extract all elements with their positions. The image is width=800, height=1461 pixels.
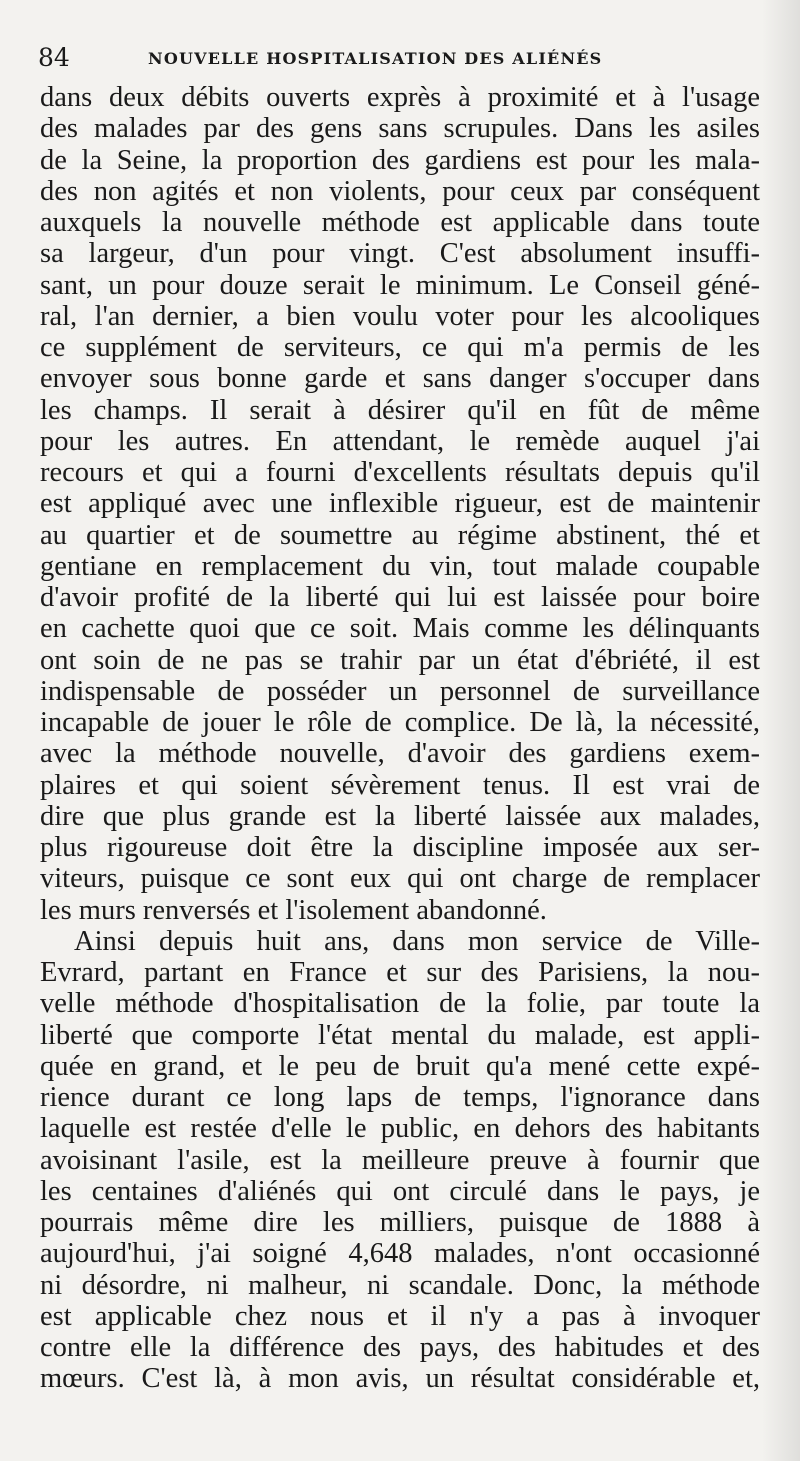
text-line: aujourd'hui, j'ai soigné 4,648 malades, n'ont occasionné <box>40 1238 760 1270</box>
text-line: avec la méthode nouvelle, d'avoir des gardiens exem- <box>40 738 760 770</box>
text-line: laquelle est restée d'elle le public, en dehors des habitants <box>40 1113 760 1145</box>
text-line: les champs. Il serait à désirer qu'il en fût de même <box>40 394 760 426</box>
text-line: ral, l'an dernier, a bien voulu voter pour les alcooliques <box>40 300 760 332</box>
text-line: viteurs, puisque ce sont eux qui ont charge de remplacer <box>40 863 760 895</box>
page-edge-shadow <box>762 0 800 1461</box>
text-line: auxquels la nouvelle méthode est applicable dans toute <box>40 207 760 238</box>
text-line: en cachette quoi que ce soit. Mais comme les délinquants <box>40 613 760 645</box>
page-number: 84 <box>38 43 70 72</box>
text-line: quée en grand, et le peu de bruit qu'a mené cette expé- <box>40 1050 760 1082</box>
text-line: Ainsi depuis huit ans, dans mon service de Ville- <box>74 925 760 957</box>
text-line: dans deux débits ouverts exprès à proximité et à l'usage <box>40 82 760 113</box>
text-line: recours et qui a fourni d'excellents résultats depuis qu'il <box>40 457 760 488</box>
text-line: pour les autres. En attendant, le remède auquel j'ai <box>40 425 760 457</box>
text-line: sant, un pour douze serait le minimum. Le Conseil géné- <box>40 269 760 301</box>
text-line: plus rigoureuse doit être la discipline imposée aux ser- <box>40 832 760 863</box>
text-line: les centaines d'aliénés qui ont circulé dans le pays, je <box>40 1175 760 1207</box>
text-line: ont soin de ne pas se trahir par un état d'ébriété, il est <box>40 644 760 676</box>
text-line: sa largeur, d'un pour vingt. C'est absolument insuffi- <box>40 238 760 270</box>
text-line: Evrard, partant en France et sur des Parisiens, la nou- <box>40 957 760 988</box>
text-line: velle méthode d'hospitalisation de la folie, par toute la <box>40 988 760 1020</box>
text-line: indispensable de posséder un personnel de surveillance <box>40 675 760 707</box>
text-line: au quartier et de soumettre au régime abstinent, thé et <box>40 519 760 551</box>
text-line: des malades par des gens sans scrupules. Dans les asiles <box>40 113 760 145</box>
text-line: de la Seine, la proportion des gardiens est pour les mala- <box>40 144 760 176</box>
text-line: dire que plus grande est la liberté laissée aux malades, <box>40 800 760 832</box>
text-line: avoisinant l'asile, est la meilleure preuve à fournir que <box>40 1144 760 1176</box>
text-line: pourrais même dire les milliers, puisque de 1888 à <box>40 1207 760 1238</box>
text-line: contre elle la différence des pays, des habitudes et des <box>40 1332 760 1363</box>
text-line: liberté que comporte l'état mental du malade, est appli- <box>40 1019 760 1051</box>
paragraph-2 <box>40 926 760 1395</box>
text-line: ce supplément de serviteurs, ce qui m'a permis de les <box>40 332 760 363</box>
paragraph-1 <box>40 82 760 926</box>
running-title: NOUVELLE HOSPITALISATION DES ALIÉNÉS <box>148 49 603 68</box>
text-line: est applicable chez nous et il n'y a pas à invoquer <box>40 1300 760 1332</box>
text-line: plaires et qui soient sévèrement tenus. Il est vrai de <box>40 769 760 801</box>
text-line: des non agités et non violents, pour ceux par conséquent <box>40 175 760 207</box>
text-line: incapable de jouer le rôle de complice. De là, la nécessité, <box>40 707 760 738</box>
body-text <box>40 82 760 1395</box>
text-line: est appliqué avec une inflexible rigueur, est de maintenir <box>40 488 760 520</box>
text-line: les murs renversés et l'isolement abandonné. <box>40 894 547 926</box>
text-line: rience durant ce long laps de temps, l'ignorance dans <box>40 1082 760 1113</box>
page-header <box>38 38 758 78</box>
text-line: d'avoir profité de la liberté qui lui est laissée pour boire <box>40 582 760 613</box>
text-line: envoyer sous bonne garde et sans danger s'occuper dans <box>40 363 760 395</box>
text-line: gentiane en remplacement du vin, tout malade coupable <box>40 550 760 582</box>
text-line: ni désordre, ni malheur, ni scandale. Donc, la méthode <box>40 1269 760 1301</box>
text-line: mœurs. C'est là, à mon avis, un résultat considérable et, <box>40 1363 760 1395</box>
